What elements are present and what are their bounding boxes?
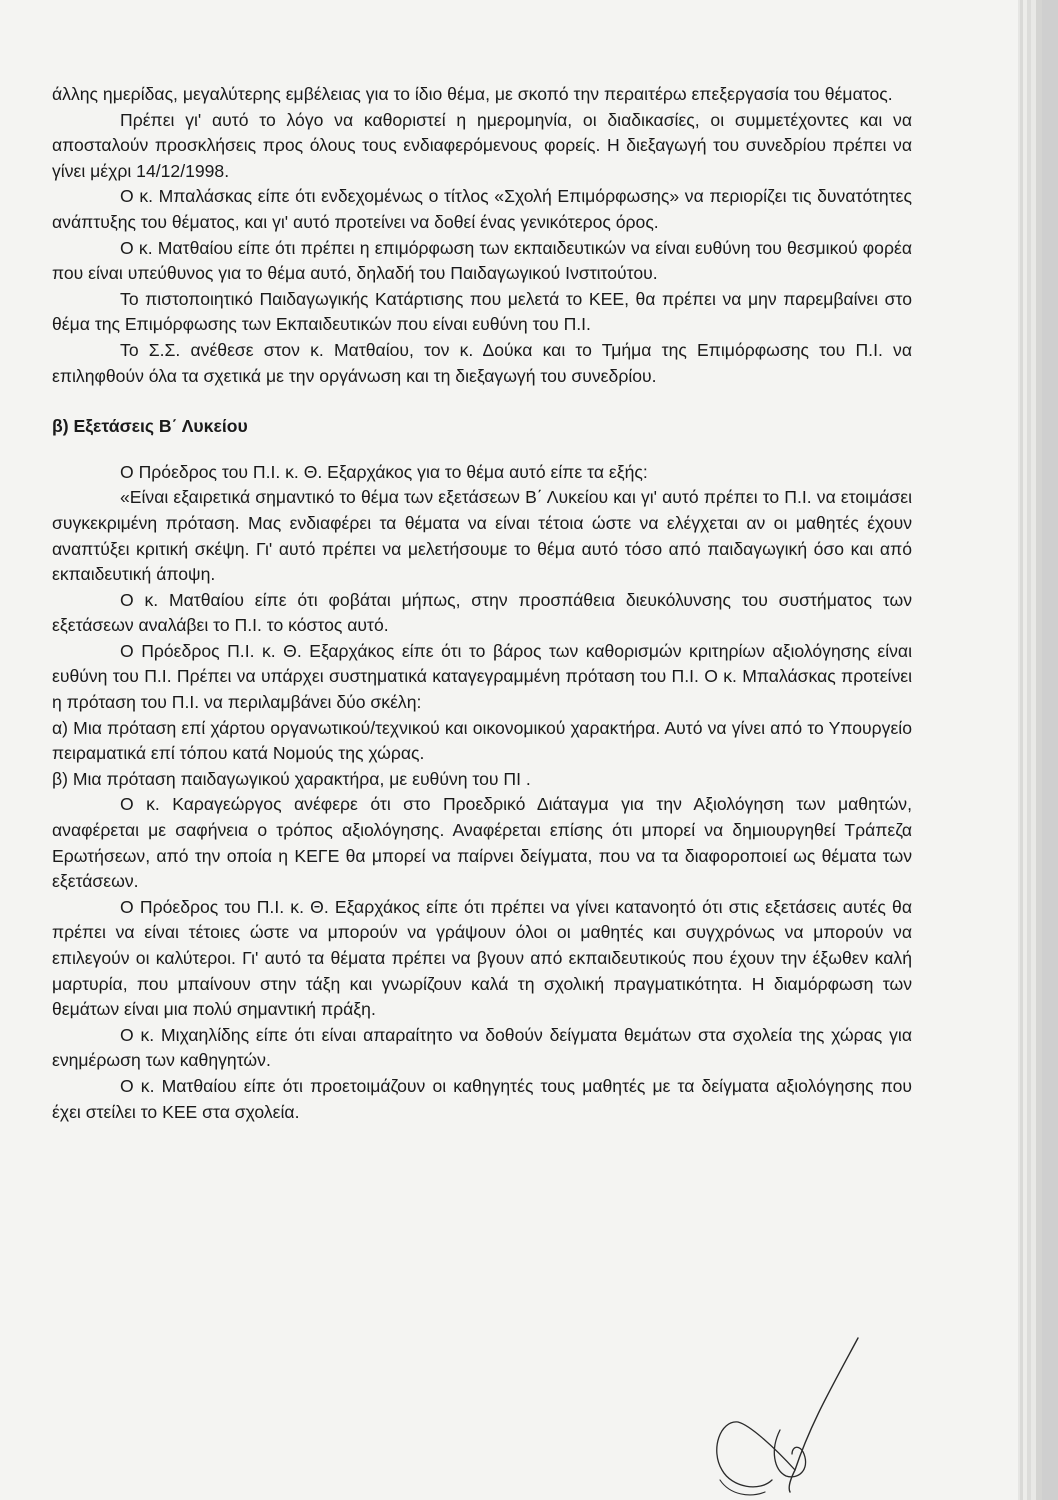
paragraph: Ο κ. Μιχαηλίδης είπε ότι είναι απαραίτητο να δοθούν δείγματα θεμάτων στα σχολεία της χώρας για ενημέρωση των καθηγητών. bbox=[52, 1024, 912, 1071]
paragraph: Ο Πρόεδρος Π.Ι. κ. Θ. Εξαρχάκος είπε ότι το βάρος των καθορισμών κριτηρίων αξιολόγησης είναι ευθύνη του Π.Ι. Πρέπει να υπάρχει συστηματικά καταγεγραμμένη πρόταση του Π.Ι. Ο κ. Μπαλάσκας προτείνει η πρόταση του Π.Ι. να περιλαμβάνει δύο σκέλη: bbox=[52, 640, 912, 713]
paragraph: Ο κ. Ματθαίου είπε ότι προετοιμάζουν οι καθηγητές τους μαθητές με τα δείγματα αξιολόγησης που έχει στείλει το ΚΕΕ στα σχολεία. bbox=[52, 1075, 912, 1122]
list-item-b: β) Μια πρόταση παιδαγωγικού χαρακτήρα, με ευθύνη του ΠΙ . bbox=[52, 768, 531, 789]
paragraph: Ο Πρόεδρος του Π.Ι. κ. Θ. Εξαρχάκος είπε ότι πρέπει να γίνει κατανοητό ότι στις εξετάσεις αυτές θα πρέπει να είναι τέτοιες ώστε να μπορούν να γράψουν όλοι οι μαθητές και συγχρόνως να μπορούν να επιλεγούν οι καλύτεροι. Γι' αυτό τα θέματα πρέπει να βγουν από εκπαιδευτικούς που έχουν την έξωθεν καλή μαρτυρία, που μπαίνουν στην τάξη και γνωρίζουν καλά τη σχολική πραγματικότητα. Η διαμόρφωση των θεμάτων είναι μια πολύ σημαντική πράξη. bbox=[52, 896, 912, 1020]
paragraph: Ο κ. Ματθαίου είπε ότι φοβάται μήπως, στην προσπάθεια διευκόλυνσης του συστήματος των εξετάσεων αναλάβει το Π.Ι. το κόστος αυτό. bbox=[52, 589, 912, 636]
list-item-a: α) Μια πρόταση επί χάρτου οργανωτικού/τεχνικού και οικονομικού χαρακτήρα. Αυτό να γίνει από το Υπουργείο πειραματικά επί τόπου κατά Νομούς της χώρας. bbox=[52, 717, 912, 764]
paragraph: Ο κ. Ματθαίου είπε ότι πρέπει η επιμόρφωση των εκπαιδευτικών να είναι ευθύνη του θεσμικού φορέα που είναι υπεύθυνος για το θέμα αυτό, δηλαδή του Παιδαγωγικού Ινστιτούτου. bbox=[52, 237, 912, 284]
section-heading: β) Εξετάσεις Β΄ Λυκείου bbox=[52, 416, 248, 437]
paragraph: Ο κ. Μπαλάσκας είπε ότι ενδεχομένως ο τίτλος «Σχολή Επιμόρφωσης» να περιορίζει τις δυνατότητες ανάπτυξης του θέματος, και γι' αυτό προτείνει να δοθεί ένας γενικότερος όρος. bbox=[52, 186, 912, 232]
paragraph: Το Σ.Σ. ανέθεσε στον κ. Ματθαίου, τον κ. Δούκα και το Τμήμα της Επιμόρφωσης του Π.Ι. να επιληφθούν όλα τα σχετικά με την οργάνωση και τη διεξαγωγή του συνεδρίου. bbox=[52, 339, 912, 386]
paragraph-continuation: άλλης ημερίδας, μεγαλύτερης εμβέλειας για το ίδιο θέμα, με σκοπό την περαιτέρω επεξεργασία του θέματος. bbox=[52, 84, 893, 104]
paragraph: Ο κ. Καραγεώργος ανέφερε ότι στο Προεδρικό Διάταγμα για την Αξιολόγηση των μαθητών, αναφέρεται με σαφήνεια ο τρόπος αξιολόγησης. Αναφέρεται επίσης ότι μπορεί να δημιουργηθεί Τράπεζα Ερωτήσεων, από την οποία η ΚΕΓΕ θα μπορεί να παίρνει δείγματα, που να τα διαφοροποιεί ως θέματα των εξετάσεων. bbox=[52, 794, 912, 892]
handwritten-signature bbox=[700, 1330, 890, 1500]
document-body bbox=[52, 82, 912, 1125]
paragraph: Το πιστοποιητικό Παιδαγωγικής Κατάρτισης που μελετά το ΚΕΕ, θα πρέπει να μην παρεμβαίνει στο θέμα της Επιμόρφωσης των Εκπαιδευτικών που είναι ευθύνη του Π.Ι. bbox=[52, 288, 912, 335]
paragraph: Πρέπει γι' αυτό το λόγο να καθοριστεί η ημερομηνία, οι διαδικασίες, οι συμμετέχοντες και να αποσταλούν προσκλήσεις προς όλους τους ενδιαφερόμενους φορείς. Η διεξαγωγή του συνεδρίου πρέπει να γίνει μέχρι 14/12/1998. bbox=[52, 109, 912, 181]
paragraph: «Είναι εξαιρετικά σημαντικό το θέμα των εξετάσεων Β΄ Λυκείου και γι' αυτό πρέπει το Π.Ι. να ετοιμάσει συγκεκριμένη πρόταση. Μας ενδιαφέρει τα θέματα να είναι τέτοια ώστε να ελέγχεται αν οι μαθητές έχουν αναπτύξει κριτική σκέψη. Γι' αυτό πρέπει να μελετήσουμε το θέμα αυτό τόσο από παιδαγωγική όσο και από εκπαιδευτική άποψη. bbox=[52, 487, 912, 585]
paragraph: Ο Πρόεδρος του Π.Ι. κ. Θ. Εξαρχάκος για το θέμα αυτό είπε τα εξής: bbox=[120, 461, 648, 482]
